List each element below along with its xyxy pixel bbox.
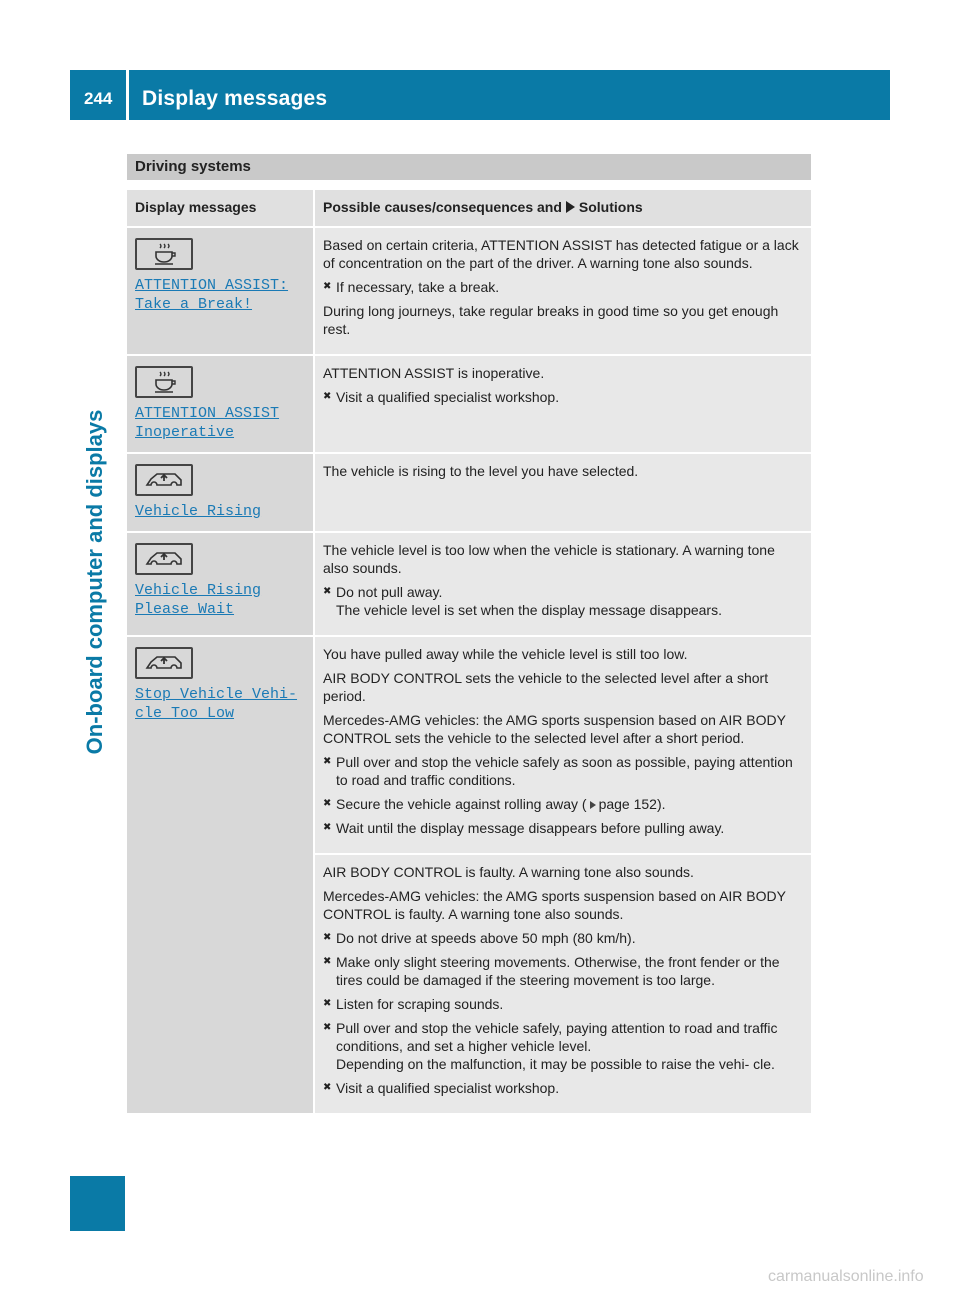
display-message-text: Vehicle Rising [135,503,262,520]
solution-arrow-icon [566,201,575,213]
display-message-text: ATTENTION ASSIST: Take a Break! [135,277,289,313]
coffee-cup-icon [135,238,193,270]
message-cell [127,636,314,1114]
page-reference-icon [590,801,596,809]
col-header-messages: Display messages [127,190,314,227]
display-message-text: Vehicle Rising Please Wait [135,582,262,618]
vehicle-level-up-icon [135,464,193,496]
step-text: Pull over and stop the vehicle safely, paying attention to road and traffic conditions, and set a higher vehicle level. Depending on the malfunction, it may be possible to raise the vehi‐ cle. [336,1020,778,1072]
step-text: Listen for scraping sounds. [336,996,504,1012]
solution-step [323,1019,803,1073]
table-header-row [127,190,811,227]
step-arrow-icon: ✖ [323,756,332,767]
coffee-cup-icon [135,366,193,398]
step-arrow-icon: ✖ [323,998,332,1009]
display-message-text: Stop Vehicle Vehi‐ cle Too Low [135,686,298,722]
solution-step [323,753,803,789]
vehicle-level-up-icon [135,543,193,575]
step-arrow-icon: ✖ [323,586,332,597]
solution-cell: The vehicle is rising to the level you have selected. [314,453,811,532]
solution-step [323,929,803,947]
message-cell [127,355,314,453]
section-title: Driving systems [127,154,811,180]
step-text: Make only slight steering movements. Otherwise, the front fender or the tires could be damaged if the steering movement is too large. [336,954,780,988]
solution-cell: ATTENTION ASSIST is inoperative. ✖ Visit a qualified specialist workshop. [314,355,811,453]
step-text: Pull over and stop the vehicle safely as soon as possible, paying attention to road and traffic conditions. [336,754,793,788]
vehicle-level-up-icon [135,647,193,679]
display-messages-table [127,190,811,1115]
solution-step [323,1079,803,1097]
solution-step [323,278,803,296]
table-row [127,227,811,355]
solution-cell: You have pulled away while the vehicle level is still too low. AIR BODY CONTROL sets the vehicle to the selected level after a short period. Mercedes-AMG vehicles: the AMG sports suspension based on AIR BODY CONTROL sets the vehicle to the selected level after a short period. ✖ Pull over and stop the vehicle safely as soon as possible, paying attention to road and traffic conditions. ✖ Secure the vehicle against rolling away ( page 152). ✖ Wait until the display message disappears before pulling away. [314,636,811,854]
step-arrow-icon: ✖ [323,281,332,292]
page-number: 244 [84,89,113,108]
message-cell [127,227,314,355]
solution-step [323,995,803,1013]
table-row [127,355,811,453]
step-arrow-icon: ✖ [323,1022,332,1033]
footer-watermark: carmanualsonline.info [768,1268,924,1285]
solution-step [323,819,803,837]
solution-cell: AIR BODY CONTROL is faulty. A warning tone also sounds. Mercedes-AMG vehicles: the AMG sports suspension based on AIR BODY CONTROL is faulty. A warning tone also sounds. ✖ Do not drive at speeds above 50 mph (80 km/h). ✖ Make only slight steering movements. Otherwise, the front fender or the tires could be damaged if the steering movement is too large. ✖ Listen for scraping sounds. ✖ Pull over and stop the vehicle safely, paying attention to road and traffic conditions, and set a higher vehicle level. Depending on the malfunction, it may be possible to raise the vehi‐ cle. ✖ Visit a qualified specialist workshop. [314,854,811,1114]
step-arrow-icon: ✖ [323,798,332,809]
table-row [127,532,811,636]
step-text: Secure the vehicle against rolling away ( page 152). [336,796,666,812]
step-arrow-icon: ✖ [323,1082,332,1093]
side-chapter-title: On-board computer and displays [82,409,107,755]
solution-cell: Based on certain criteria, ATTENTION ASSIST has detected fatigue or a lack of concentration on the part of the driver. A warning tone also sounds. ✖ If necessary, take a break. During long journeys, take regular breaks in good time so you get enough rest. [314,227,811,355]
step-arrow-icon: ✖ [323,822,332,833]
step-text: If necessary, take a break. [336,279,500,295]
step-text: Visit a qualified specialist workshop. [336,389,560,405]
header-divider [126,70,129,120]
message-cell [127,453,314,532]
solution-cell: The vehicle level is too low when the vehicle is stationary. A warning tone also sounds. ✖ Do not pull away. The vehicle level is set when the display message disappears. [314,532,811,636]
step-text: Wait until the display message disappears before pulling away. [336,820,725,836]
table-row [127,453,811,532]
step-arrow-icon: ✖ [323,956,332,967]
solution-step [323,388,803,406]
table-row [127,636,811,854]
step-arrow-icon: ✖ [323,932,332,943]
solution-step [323,953,803,989]
col-header-solutions: Possible causes/consequences and Solutions [314,190,811,227]
side-chapter-marker [70,1176,125,1231]
step-text: Do not drive at speeds above 50 mph (80 km/h). [336,930,636,946]
page-reference-link[interactable]: page 152). [598,796,666,812]
solution-step [323,583,803,619]
step-arrow-icon: ✖ [323,391,332,402]
step-text: Visit a qualified specialist workshop. [336,1080,560,1096]
message-cell [127,532,314,636]
display-message-text: ATTENTION ASSIST Inoperative [135,405,280,441]
step-text: Do not pull away. The vehicle level is set when the display message disappears. [336,584,722,618]
page-header [70,70,890,120]
page-title: Display messages [142,87,328,110]
solution-step [323,795,803,813]
